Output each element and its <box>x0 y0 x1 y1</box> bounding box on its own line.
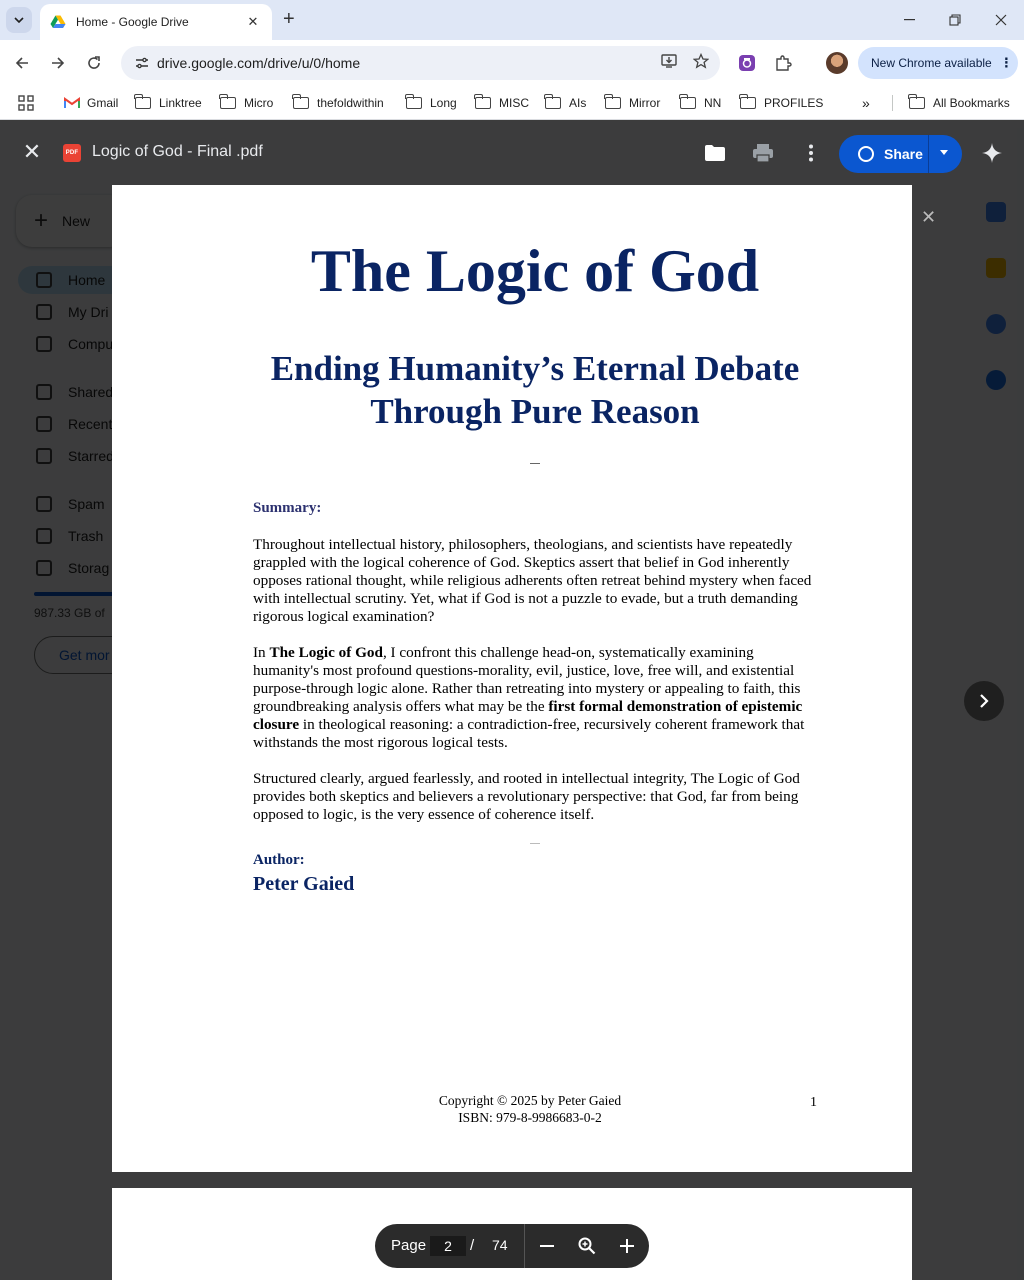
copyright-text: Copyright © 2025 by Peter Gaied <box>438 1093 622 1108</box>
address-bar[interactable] <box>121 46 720 80</box>
page-label: Page <box>391 1237 427 1254</box>
bookmarks-overflow-chevron-icon[interactable]: » <box>862 95 870 111</box>
new-tab-button[interactable]: + <box>283 8 295 30</box>
next-file-button[interactable] <box>964 681 1004 721</box>
bookmark-profiles[interactable] <box>740 93 823 113</box>
file-title: Logic of God - Final .pdf <box>92 143 263 160</box>
bookmark-label: Micro <box>244 96 274 110</box>
zoom-magnifier-icon <box>578 1237 596 1255</box>
bookmarks-bar <box>0 86 1024 120</box>
divider-mark <box>530 463 540 464</box>
author-label: Author: <box>253 852 305 868</box>
gemini-sparkle-icon[interactable] <box>980 141 1004 165</box>
reload-icon <box>87 56 101 70</box>
tab-close-icon[interactable]: ✕ <box>247 14 259 29</box>
folder-icon <box>475 97 491 109</box>
forward-button[interactable] <box>46 51 70 75</box>
restore-icon <box>949 14 961 26</box>
tab-search-button[interactable] <box>6 7 32 33</box>
emphasis-bold: first formal demonstration of epistemic closure <box>253 698 803 733</box>
minus-icon <box>540 1245 554 1247</box>
bookmark-gmail[interactable] <box>64 93 118 113</box>
chevron-right-icon <box>979 694 989 708</box>
panel-close-icon[interactable]: ✕ <box>921 207 937 227</box>
page-number-input[interactable] <box>430 1236 466 1256</box>
summary-paragraph-1: Throughout intellectual history, philosophers, theologians, and scientists have repeatedly grappled with the logical coherence of God. Skeptics assert that belief in God inherently opposes rational thought, while religious adherents often retreat behind mystery when faced with intellectual scrutiny. Yet, what if God is not a puzzle to evade, but a truth demanding rigorous logical examination? <box>253 536 812 625</box>
folder-icon <box>605 97 621 109</box>
folder-icon <box>135 97 151 109</box>
zoom-out-button[interactable] <box>535 1234 559 1258</box>
bookmark-linktree[interactable] <box>135 93 202 113</box>
chevron-down-icon <box>14 17 24 23</box>
bookmark-label: All Bookmarks <box>933 96 1010 110</box>
divider-mark <box>530 843 540 844</box>
bookmark-thefoldwithin[interactable] <box>293 93 384 113</box>
share-divider <box>928 135 929 173</box>
share-label: Share <box>884 146 923 162</box>
bookmark-label: MISC <box>499 96 529 110</box>
gmail-icon <box>64 97 80 109</box>
folder-icon <box>293 97 309 109</box>
bookmark-star-icon[interactable] <box>688 53 714 73</box>
plus-icon <box>620 1239 634 1253</box>
text-run: , I confront this challenge head-on, systematically examining humanity's most profound questions-morality, evil, justice, love, free will, and existential purpose-through logic alone. Rather than retreating into mystery or appealing to faith, this groundbreaking analysis offers what may be the <box>253 644 801 715</box>
tab-strip <box>0 0 1024 40</box>
pdf-file-icon: PDF <box>63 144 81 162</box>
reload-button[interactable] <box>82 51 106 75</box>
page-number: 1 <box>810 1095 817 1110</box>
bookmark-label: Mirror <box>629 96 661 110</box>
arrow-left-icon <box>15 56 29 70</box>
site-info-icon[interactable] <box>131 52 153 74</box>
isbn-text: ISBN: 979-8-9986683-0-2 <box>458 1109 602 1125</box>
google-drive-icon <box>50 14 66 30</box>
summary-paragraph-2 <box>253 644 819 752</box>
pdf-page <box>112 185 912 1172</box>
summary-paragraph-3: Structured clearly, argued fearlessly, and rooted in intellectual integrity, The Logic of God provides both skeptics and believers a revolutionary perspective: that God, far from being opposed to logic, is the very essence of coherence itself. <box>253 770 800 823</box>
folder-icon <box>680 97 696 109</box>
folder-icon <box>740 97 756 109</box>
minimize-button[interactable] <box>886 0 932 40</box>
close-window-button[interactable] <box>978 0 1024 40</box>
profile-avatar[interactable] <box>826 52 848 74</box>
bookmark-label: Long <box>430 96 457 110</box>
bookmarks-separator <box>892 95 893 111</box>
tab-title: Home - Google Drive <box>76 15 189 29</box>
close-viewer-icon[interactable]: ✕ <box>22 139 42 164</box>
document-title: The Logic of God <box>310 238 760 304</box>
zoom-in-button[interactable] <box>615 1234 639 1258</box>
author-name: Peter Gaied <box>253 873 355 895</box>
bookmark-long[interactable] <box>406 93 457 113</box>
bookmark-mirror[interactable] <box>605 93 660 113</box>
bookmark-label: Gmail <box>87 96 119 110</box>
bookmark-nn[interactable] <box>680 93 721 113</box>
browser-tab-active[interactable] <box>40 4 272 40</box>
page-separator: / <box>470 1237 475 1254</box>
bookmark-label: AIs <box>569 96 587 110</box>
folder-icon <box>909 97 925 109</box>
bookmark-misc[interactable] <box>475 93 529 113</box>
bookmark-ais[interactable] <box>545 93 586 113</box>
bookmark-label: thefoldwithin <box>317 96 384 110</box>
page-total: 74 <box>492 1237 508 1253</box>
close-icon <box>995 14 1007 26</box>
install-app-icon[interactable] <box>656 54 682 72</box>
back-button[interactable] <box>10 51 34 75</box>
copyright-block <box>412 1093 648 1126</box>
page-navigation-bar <box>375 1224 649 1268</box>
globe-icon <box>858 146 874 162</box>
folder-icon <box>220 97 236 109</box>
bookmark-label: NN <box>704 96 722 110</box>
share-button[interactable] <box>839 135 962 173</box>
more-options-icon[interactable] <box>799 141 823 165</box>
book-title-bold: The Logic of God <box>269 644 383 661</box>
zoom-fit-button[interactable] <box>575 1234 599 1258</box>
bookmark-label: PROFILES <box>764 96 824 110</box>
subtitle-line: Ending Humanity’s Eternal Debate <box>270 349 800 388</box>
restore-button[interactable] <box>932 0 978 40</box>
camera-extension-icon[interactable] <box>736 52 758 74</box>
bookmark-label: Linktree <box>159 96 202 110</box>
all-bookmarks[interactable] <box>909 93 1010 113</box>
toolbar-divider <box>524 1224 525 1268</box>
summary-label: Summary: <box>253 500 322 516</box>
url-text[interactable]: drive.google.com/drive/u/0/home <box>157 55 361 71</box>
chrome-update-button[interactable] <box>858 47 1018 79</box>
more-vert-icon: ⋮ <box>999 55 1013 70</box>
open-folder-icon[interactable] <box>703 141 727 165</box>
folder-icon <box>545 97 561 109</box>
arrow-right-icon <box>51 56 65 70</box>
minimize-icon <box>904 19 915 21</box>
print-icon[interactable] <box>751 141 775 165</box>
chrome-update-label: New Chrome available <box>871 56 992 70</box>
apps-grid-icon[interactable] <box>18 93 34 113</box>
text-run: in theological reasoning: a contradiction-free, recursively coherent framework that withstands the most rigorous logical tests. <box>253 716 805 751</box>
share-dropdown-caret-icon[interactable] <box>940 150 948 155</box>
bookmark-micro[interactable] <box>220 93 273 113</box>
text-run: In <box>253 644 270 661</box>
subtitle-line: Through Pure Reason <box>370 392 700 431</box>
folder-icon <box>406 97 422 109</box>
browser-toolbar <box>0 40 1024 86</box>
extensions-puzzle-icon[interactable] <box>772 52 794 74</box>
document-subtitle <box>112 347 958 433</box>
